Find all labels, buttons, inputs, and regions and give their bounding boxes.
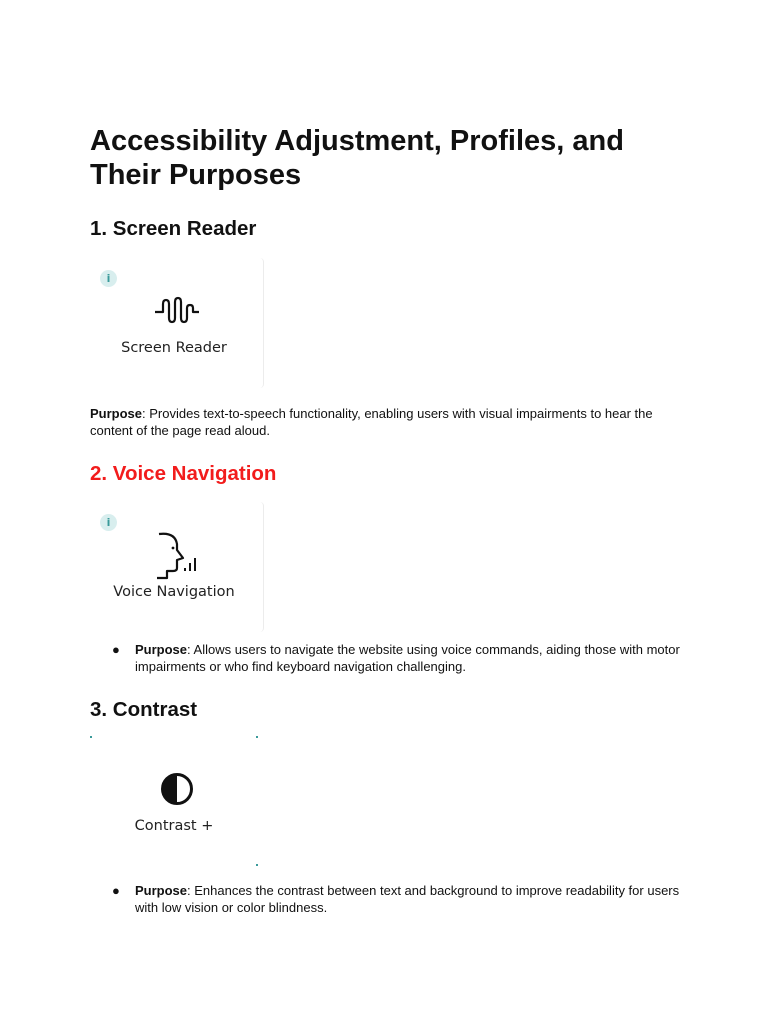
bullet-icon: ● xyxy=(112,883,120,898)
section-heading-contrast: 3. Contrast xyxy=(90,698,198,721)
sound-wave-icon xyxy=(153,296,201,326)
corner-mark xyxy=(256,736,258,738)
purpose-screen-reader xyxy=(90,405,680,439)
purpose-contrast xyxy=(90,882,690,916)
half-circle-contrast-icon xyxy=(160,772,194,806)
card-edge xyxy=(260,258,264,388)
card-label: Voice Navigation xyxy=(113,584,235,600)
purpose-label: Purpose xyxy=(135,642,188,657)
purpose-label: Purpose xyxy=(135,883,188,898)
document-page xyxy=(90,0,690,1024)
purpose-text-block xyxy=(135,882,685,916)
corner-mark xyxy=(256,864,258,866)
card-edge xyxy=(260,502,264,632)
purpose-label: Purpose xyxy=(90,406,143,421)
bullet-icon: ● xyxy=(112,642,120,657)
corner-mark xyxy=(90,736,92,738)
voice-navigation-card[interactable] xyxy=(90,500,264,634)
info-icon[interactable]: i xyxy=(100,270,117,287)
purpose-voice-navigation xyxy=(90,641,690,675)
card-label: Screen Reader xyxy=(121,340,227,356)
info-icon[interactable]: i xyxy=(100,514,117,531)
screen-reader-card[interactable] xyxy=(90,256,264,390)
purpose-text-block xyxy=(135,641,685,675)
card-label: Contrast + xyxy=(134,818,214,834)
section-heading-screen-reader: 1. Screen Reader xyxy=(90,217,257,240)
contrast-card[interactable] xyxy=(90,736,264,868)
section-heading-voice-navigation: 2. Voice Navigation xyxy=(90,462,277,485)
purpose-text: : Provides text-to-speech functionality, enabling users with visual impairments to hear the content of the page read aloud. xyxy=(90,406,653,438)
purpose-text: : Enhances the contrast between text and background to improve readability for users with low vision or color blindness. xyxy=(135,883,680,915)
purpose-text: : Allows users to navigate the website using voice commands, aiding those with motor impairments or who find keyboard navigation challenging. xyxy=(135,642,680,674)
speaking-head-icon xyxy=(153,530,201,580)
document-title: Accessibility Adjustment, Profiles, and Their Purposes xyxy=(90,125,624,191)
